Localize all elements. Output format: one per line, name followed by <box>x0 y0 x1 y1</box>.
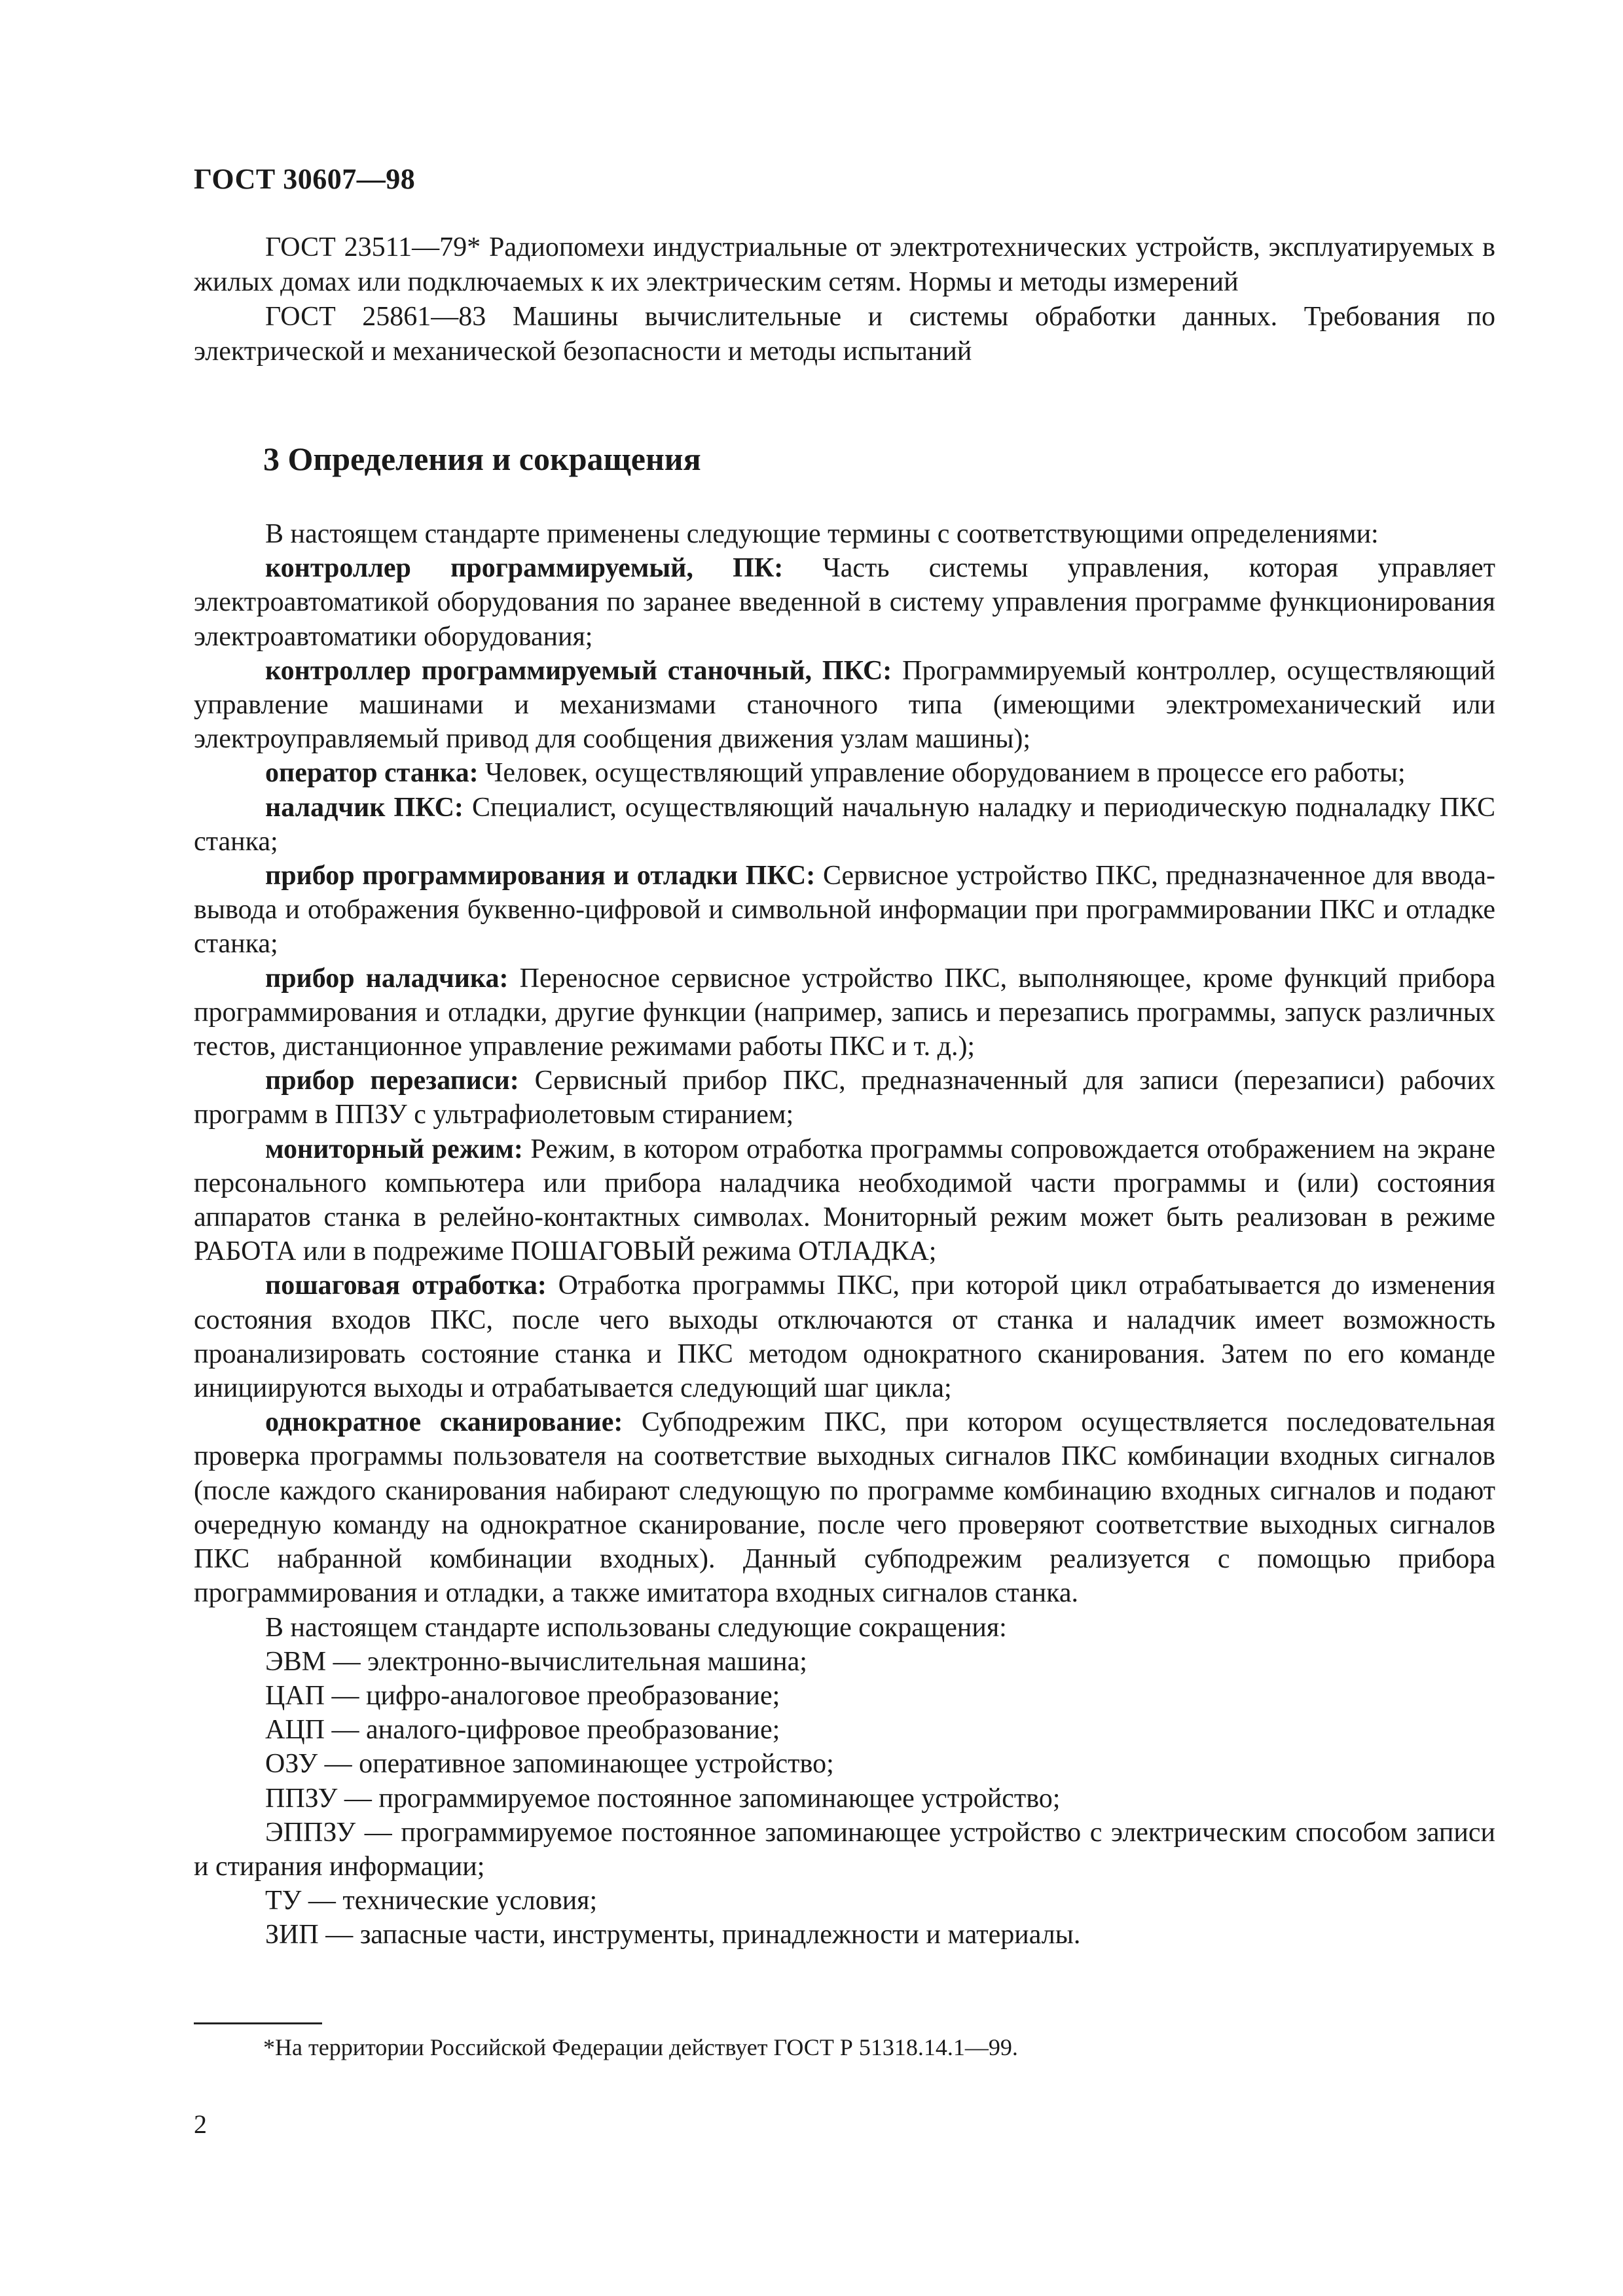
definition-text: Специалист, осуществляющий начальную наладку и периодическую подналадку ПКС станка; <box>194 792 1496 857</box>
definition-text: Режим, в котором отработка программы сопровождается отображением на экране персонального компьютера или прибора наладчика необходимой части программы и (или) состояния аппаратов станка в релейно-контактных символах. Мониторный режим может быть реализован в режиме РАБОТА или в подрежиме ПОШАГОВЫЙ режима ОТЛАДКА; <box>194 1134 1495 1267</box>
definition-item <box>194 1064 1495 1132</box>
definition-term: прибор программирования и отладки ПКС: <box>265 861 816 891</box>
abbreviation-item: АЦП — аналого-цифровое преобразование; <box>265 1715 780 1746</box>
definition-item <box>194 859 1495 961</box>
definition-item <box>194 654 1495 757</box>
definition-item <box>194 1132 1495 1269</box>
definition-text: Сервисное устройство ПКС, предназначенное для ввода-вывода и отображения буквенно-цифровой и символьной информации при программировании ПКС и отладке станка; <box>194 861 1495 960</box>
reference-item <box>194 300 1495 369</box>
definition-term: пошаговая отработка: <box>265 1270 547 1301</box>
abbreviation-item: ППЗУ — программируемое постоянное запоминающее устройство; <box>265 1783 1061 1814</box>
definition-text: Переносное сервисное устройство ПКС, выполняющее, кроме функций прибора программирования и отладки, другие функции (например, запись и перезапись программы, запуск различных тестов, дистанционное управление режимами работы ПКС и т. д.); <box>194 963 1496 1062</box>
definition-item <box>194 551 1495 654</box>
definition-term: прибор наладчика: <box>265 963 509 994</box>
reference-text: Радиопомехи индустриальные от электротехнических устройств, эксплуатируемых в жилых домах или подключаемых к их электрическим сетям. Нормы и методы измерений <box>194 232 1495 297</box>
definition-text: Сервисный прибор ПКС, предназначенный для записи (перезаписи) рабочих программ в ППЗУ с ультрафиолетовым стиранием; <box>194 1066 1496 1130</box>
definition-text: Часть системы управления, которая управляет электроавтоматикой оборудования по заранее введенной в систему управления программе функционирования электроавтоматики оборудования; <box>194 553 1495 652</box>
section-title: 3 Определения и сокращения <box>263 440 701 477</box>
document-header: ГОСТ 30607—98 <box>194 163 416 195</box>
reference-code: ГОСТ 25861—83 <box>265 302 486 332</box>
definition-text: Субподрежим ПКС, при котором осуществляется последовательная проверка программы пользователя на соответствие выходных сигналов ПКС комбинации входных сигналов (после каждого сканирования набирают следующую по программе комбинацию входных сигналов и подают очередную команду на однократное сканирование, после чего проверяют соответствие выходных сигналов ПКС набранной комбинации входных). Данный субподрежим реализуется с помощью прибора программирования и отладки, а также имитатора входных сигналов станка. <box>194 1407 1496 1609</box>
footnote: *На территории Российской Федерации действует ГОСТ Р 51318.14.1—99. <box>263 2034 1018 2060</box>
abbreviation-item: ТУ — технические условия; <box>265 1886 598 1916</box>
reference-item <box>194 230 1495 300</box>
definition-term: контроллер программируемый станочный, ПКС: <box>265 655 892 686</box>
definitions-intro: В настоящем стандарте применены следующие термины с соответствующими определениями: <box>265 519 1379 549</box>
reference-code: ГОСТ 23511—79* <box>265 232 481 262</box>
abbreviation-item: ЭППЗУ — программируемое постоянное запоминающее устройство с электрическим способом записи и стирания информации; <box>194 1817 1495 1882</box>
definition-item <box>194 1268 1495 1405</box>
definition-term: наладчик ПКС: <box>265 792 464 823</box>
definition-term: контроллер программируемый, ПК: <box>265 553 784 584</box>
section-body <box>194 517 1495 1952</box>
footnote-divider <box>194 2022 322 2024</box>
abbreviation-item: ОЗУ — оперативное запоминающее устройство; <box>265 1749 834 1780</box>
normative-references <box>194 230 1495 369</box>
page-number: 2 <box>194 2109 207 2139</box>
definition-item <box>194 1405 1495 1610</box>
definition-text: Программируемый контроллер, осуществляющий управление машинами и механизмами станочного типа (имеющими электромеханический или электроуправляемый привод для сообщения движения узлам машины); <box>194 655 1495 755</box>
definition-text: Человек, осуществляющий управление оборудованием в процессе его работы; <box>485 758 1406 789</box>
definition-text: Отработка программы ПКС, при которой цикл отрабатывается до изменения состояния входов ПКС, после чего выходы отключаются от станка и наладчик имеет возможность проанализировать состояние станка и ПКС методом однократного сканирования. Затем по его команде инициируются выходы и отрабатывается следующий шаг цикла; <box>194 1270 1495 1404</box>
definition-item <box>194 756 1495 790</box>
definition-term: мониторный режим: <box>265 1134 523 1164</box>
definition-term: однократное сканирование: <box>265 1407 623 1438</box>
definition-item <box>194 791 1495 859</box>
abbreviation-item: ЦАП — цифро-аналоговое преобразование; <box>265 1680 780 1711</box>
definition-item <box>194 961 1495 1064</box>
definition-term: оператор станка: <box>265 758 479 789</box>
abbreviations-intro: В настоящем стандарте использованы следующие сокращения: <box>265 1612 1007 1643</box>
abbreviation-item: ЗИП — запасные части, инструменты, принадлежности и материалы. <box>265 1920 1081 1950</box>
reference-text: Машины вычислительные и системы обработки данных. Требования по электрической и механической безопасности и методы испытаний <box>194 302 1495 367</box>
abbreviation-item: ЭВМ — электронно-вычислительная машина; <box>265 1646 807 1677</box>
definition-term: прибор перезаписи: <box>265 1066 519 1096</box>
